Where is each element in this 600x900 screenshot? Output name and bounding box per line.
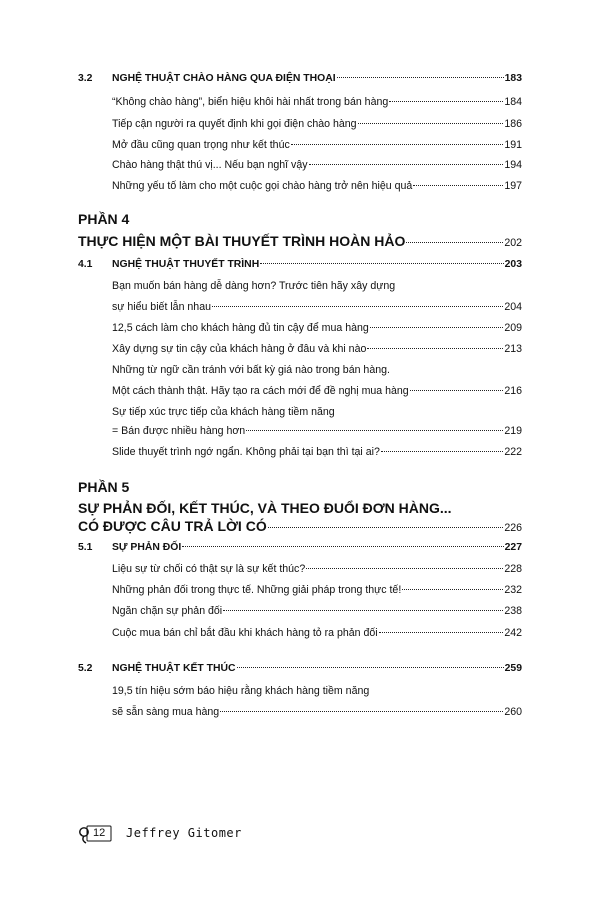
dot-leader	[223, 610, 503, 611]
toc-entry	[112, 626, 522, 640]
page-ref: 232	[504, 584, 522, 596]
entry-title: sự hiểu biết lẫn nhau	[112, 301, 211, 313]
toc-entry	[112, 95, 522, 109]
section-number: 3.2	[78, 73, 93, 84]
page-ref: 186	[504, 118, 522, 130]
part-title-text: CÓ ĐƯỢC CÂU TRẢ LỜI CÓ	[78, 518, 267, 534]
entry-title: Mở đầu cũng quan trọng như kết thúc	[112, 139, 290, 151]
part-label: PHẦN 5	[78, 479, 130, 495]
quote-tag-icon	[78, 825, 112, 841]
entry-title: Tiếp cận người ra quyết định khi gọi điện chào hàng	[112, 118, 357, 130]
page-number: 12	[93, 827, 106, 839]
dot-leader	[381, 451, 503, 452]
author-name: Jeffrey Gitomer	[126, 826, 242, 840]
toc-entry	[112, 384, 522, 398]
entry-title-line: Sự tiếp xúc trực tiếp của khách hàng tiềm năng	[112, 406, 335, 418]
entry-title: = Bán được nhiều hàng hơn	[112, 425, 246, 437]
part-title	[78, 233, 522, 252]
dot-leader	[268, 527, 504, 528]
dot-leader	[370, 327, 504, 328]
entry-title: Chào hàng thật thú vị... Nếu bạn nghĩ vậy	[112, 159, 308, 171]
page-ref: 203	[504, 259, 522, 270]
toc-entry	[112, 445, 522, 459]
page-ref: 183	[504, 73, 522, 84]
toc-section-5-2	[78, 662, 522, 676]
page-ref: 219	[504, 425, 522, 437]
toc-section-4-1	[78, 258, 522, 272]
page-ref: 213	[504, 343, 522, 355]
section-title: NGHỆ THUẬT CHÀO HÀNG QUA ĐIỆN THOẠI	[112, 73, 336, 84]
page-ref: 209	[504, 322, 522, 334]
dot-leader	[358, 123, 504, 124]
toc-section-5-1	[78, 541, 522, 555]
dot-leader	[406, 242, 503, 243]
part-title-text: THỰC HIỆN MỘT BÀI THUYẾT TRÌNH HOÀN HẢO	[78, 233, 406, 249]
page-ref: 228	[504, 563, 522, 575]
entry-title: Cuộc mua bán chỉ bắt đầu khi khách hàng tỏ ra phản đối	[112, 627, 378, 639]
entry-title: 12,5 cách làm cho khách hàng đủ tin cậy để mua hàng	[112, 322, 369, 334]
dot-leader	[410, 390, 504, 391]
toc-entry	[112, 342, 522, 356]
section-number: 5.1	[78, 542, 93, 553]
dot-leader	[246, 430, 503, 431]
toc-entry	[112, 138, 522, 152]
section-number: 4.1	[78, 259, 93, 270]
entry-title: “Không chào hàng”, biển hiệu khôi hài nhất trong bán hàng	[112, 96, 389, 108]
entry-title: Slide thuyết trình ngớ ngẩn. Không phải tại bạn thì tại ai?	[112, 446, 380, 458]
dot-leader	[182, 546, 503, 547]
page-ref: 184	[504, 96, 522, 108]
dot-leader	[337, 77, 504, 78]
toc-entry	[112, 158, 522, 172]
toc-entry	[112, 117, 522, 131]
dot-leader	[237, 667, 504, 668]
section-title: NGHỆ THUẬT KẾT THÚC	[112, 663, 236, 674]
dot-leader	[413, 185, 503, 186]
page-ref: 227	[504, 542, 522, 553]
page-footer	[78, 822, 242, 844]
page-ref: 191	[504, 139, 522, 151]
page-ref: 259	[504, 663, 522, 674]
dot-leader	[379, 632, 504, 633]
toc-entry	[112, 179, 522, 193]
entry-title: Những phản đối trong thực tế. Những giải pháp trong thực tế!	[112, 584, 402, 596]
dot-leader	[389, 101, 503, 102]
toc-entry	[112, 562, 522, 576]
entry-title: Liệu sự từ chối có thật sự là sự kết thúc?	[112, 563, 306, 575]
entry-title: Những yếu tố làm cho một cuộc gọi chào hàng trở nên hiệu quả	[112, 180, 413, 192]
page-ref: 202	[504, 237, 522, 249]
page-ref: 197	[504, 180, 522, 192]
dot-leader	[220, 711, 503, 712]
part-label: PHẦN 4	[78, 211, 130, 227]
toc-entry	[112, 321, 522, 335]
page-ref: 216	[504, 385, 522, 397]
toc-entry	[112, 300, 522, 314]
toc-entry	[112, 424, 522, 438]
dot-leader	[309, 164, 504, 165]
dot-leader	[306, 568, 503, 569]
dot-leader	[212, 306, 503, 307]
section-number: 5.2	[78, 663, 93, 674]
entry-title-line: Những từ ngữ cần tránh với bất kỳ giá nào trong bán hàng.	[112, 364, 390, 376]
dot-leader	[367, 348, 503, 349]
page-ref: 226	[504, 522, 522, 534]
entry-title: Một cách thành thật. Hãy tạo ra cách mới để đề nghị mua hàng	[112, 385, 409, 397]
entry-title: sẽ sẵn sàng mua hàng	[112, 706, 220, 718]
toc-entry	[112, 604, 522, 618]
dot-leader	[402, 589, 503, 590]
entry-title: Xây dựng sự tin cậy của khách hàng ở đâu và khi nào	[112, 343, 367, 355]
part-title	[78, 518, 522, 537]
page-ref: 260	[504, 706, 522, 718]
part-title-line: SỰ PHẢN ĐỐI, KẾT THÚC, VÀ THEO ĐUỔI ĐƠN HÀNG...	[78, 500, 452, 516]
entry-title-line: 19,5 tín hiệu sớm báo hiệu rằng khách hàng tiềm năng	[112, 685, 370, 697]
dot-leader	[291, 144, 504, 145]
entry-title-line: Bạn muốn bán hàng dễ dàng hơn? Trước tiên hãy xây dựng	[112, 280, 396, 292]
toc-entry	[112, 705, 522, 719]
page-ref: 222	[504, 446, 522, 458]
page-ref: 238	[504, 605, 522, 617]
dot-leader	[260, 263, 503, 264]
section-title: SỰ PHẢN ĐỐI	[112, 542, 182, 553]
page-ref: 194	[504, 159, 522, 171]
toc-entry	[112, 583, 522, 597]
page-ref: 204	[504, 301, 522, 313]
page-ref: 242	[504, 627, 522, 639]
toc-section-3-2	[78, 72, 522, 86]
entry-title: Ngăn chặn sự phản đối	[112, 605, 223, 617]
section-title: NGHỆ THUẬT THUYẾT TRÌNH	[112, 259, 260, 270]
